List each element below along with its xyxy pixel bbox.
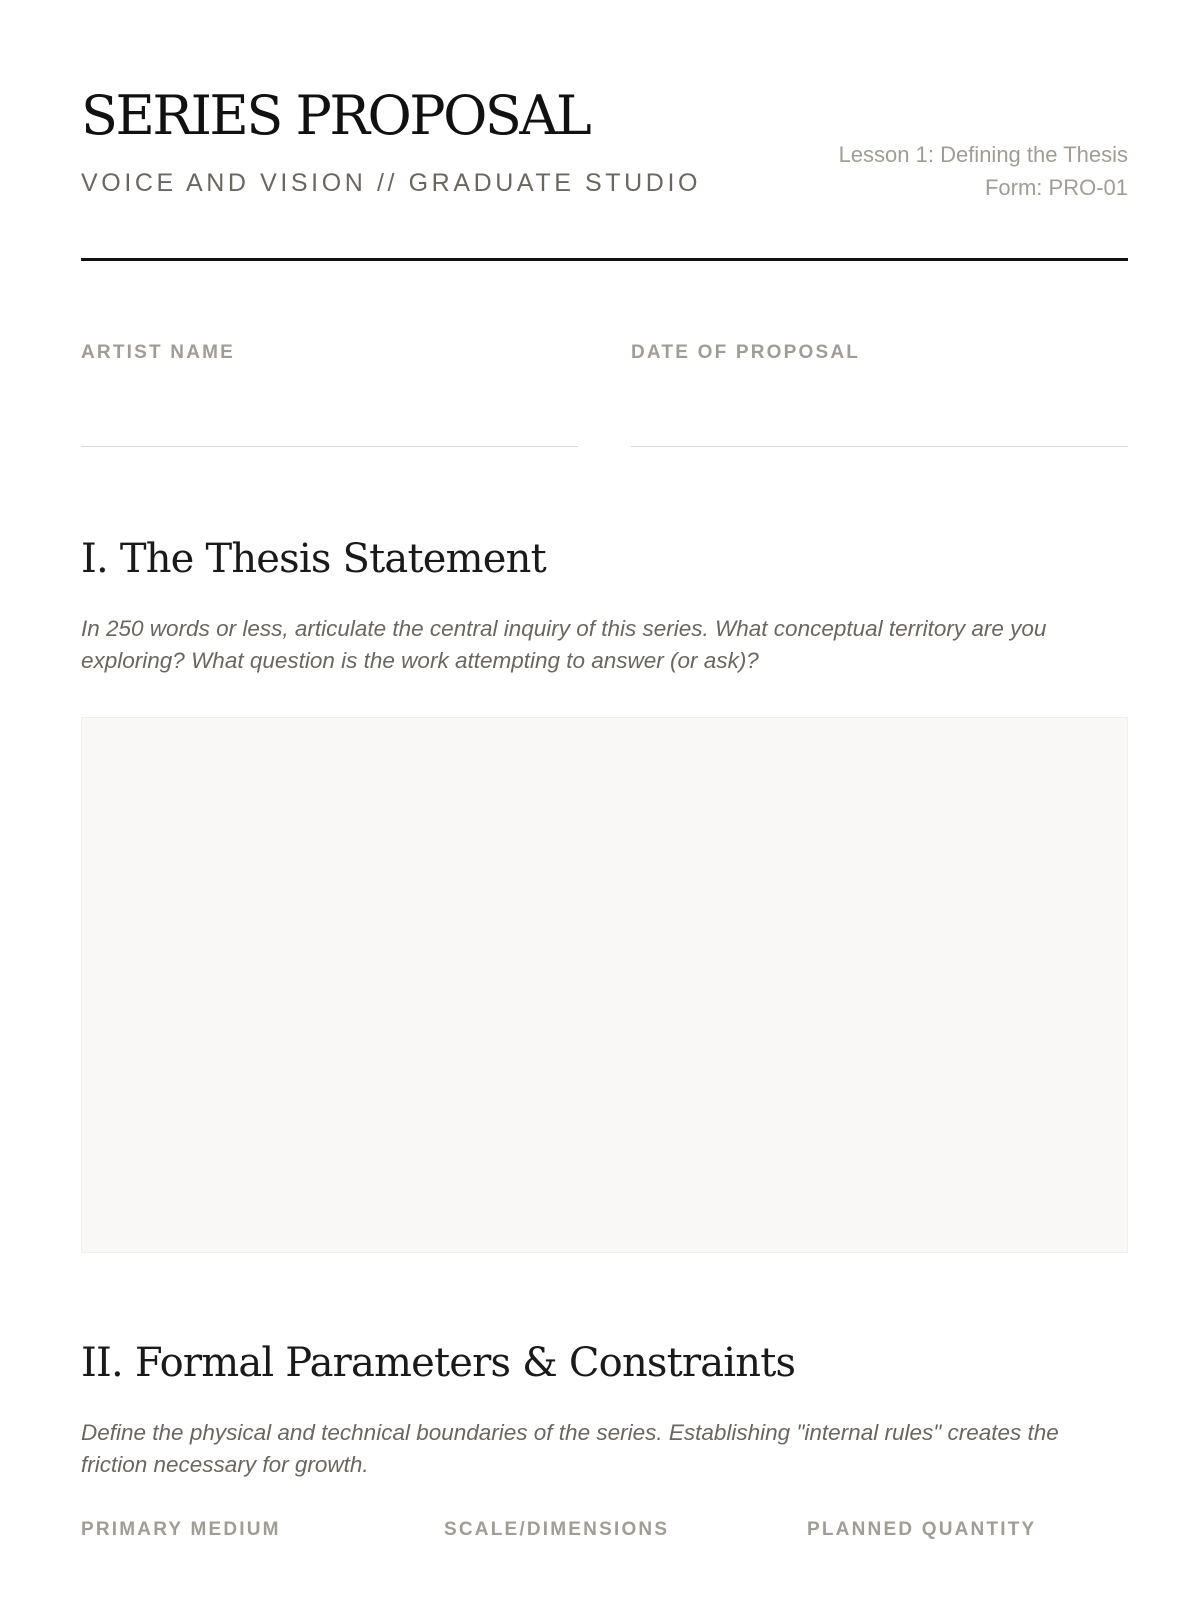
planned-quantity-label: PLANNED QUANTITY (807, 1519, 1037, 1540)
artist-name-input[interactable] (81, 400, 578, 446)
scale-dimensions-label: SCALE/DIMENSIONS (444, 1519, 670, 1540)
section-2-heading: II. Formal Parameters & Constraints (81, 1340, 796, 1386)
lesson-label: Lesson 1: Defining the Thesis (838, 142, 1128, 167)
artist-name-underline (81, 446, 578, 447)
artist-name-label: ARTIST NAME (81, 342, 236, 363)
document-meta (839, 138, 1128, 204)
form-id-label: Form: PRO-01 (984, 175, 1128, 200)
date-label: DATE OF PROPOSAL (631, 342, 861, 363)
thesis-answer-box[interactable] (81, 717, 1128, 1253)
date-underline (631, 446, 1128, 447)
artist-name-field (81, 340, 578, 366)
document-subtitle: VOICE AND VISION // GRADUATE STUDIO (81, 169, 702, 197)
primary-medium-label: PRIMARY MEDIUM (81, 1519, 281, 1540)
header-divider (81, 258, 1128, 261)
section-1-heading: I. The Thesis Statement (81, 536, 546, 582)
date-field (631, 340, 1128, 366)
section-1-intro: In 250 words or less, articulate the central inquiry of this series. What conceptual territory are you exploring? What question is the work attempting to answer (or ask)? (81, 616, 1047, 673)
document-title: SERIES PROPOSAL (81, 84, 590, 147)
document-header (81, 84, 1128, 260)
section-2-intro: Define the physical and technical boundaries of the series. Establishing "internal rules" creates the friction necessary for growth. (81, 1420, 1059, 1477)
date-input[interactable] (631, 400, 1128, 446)
